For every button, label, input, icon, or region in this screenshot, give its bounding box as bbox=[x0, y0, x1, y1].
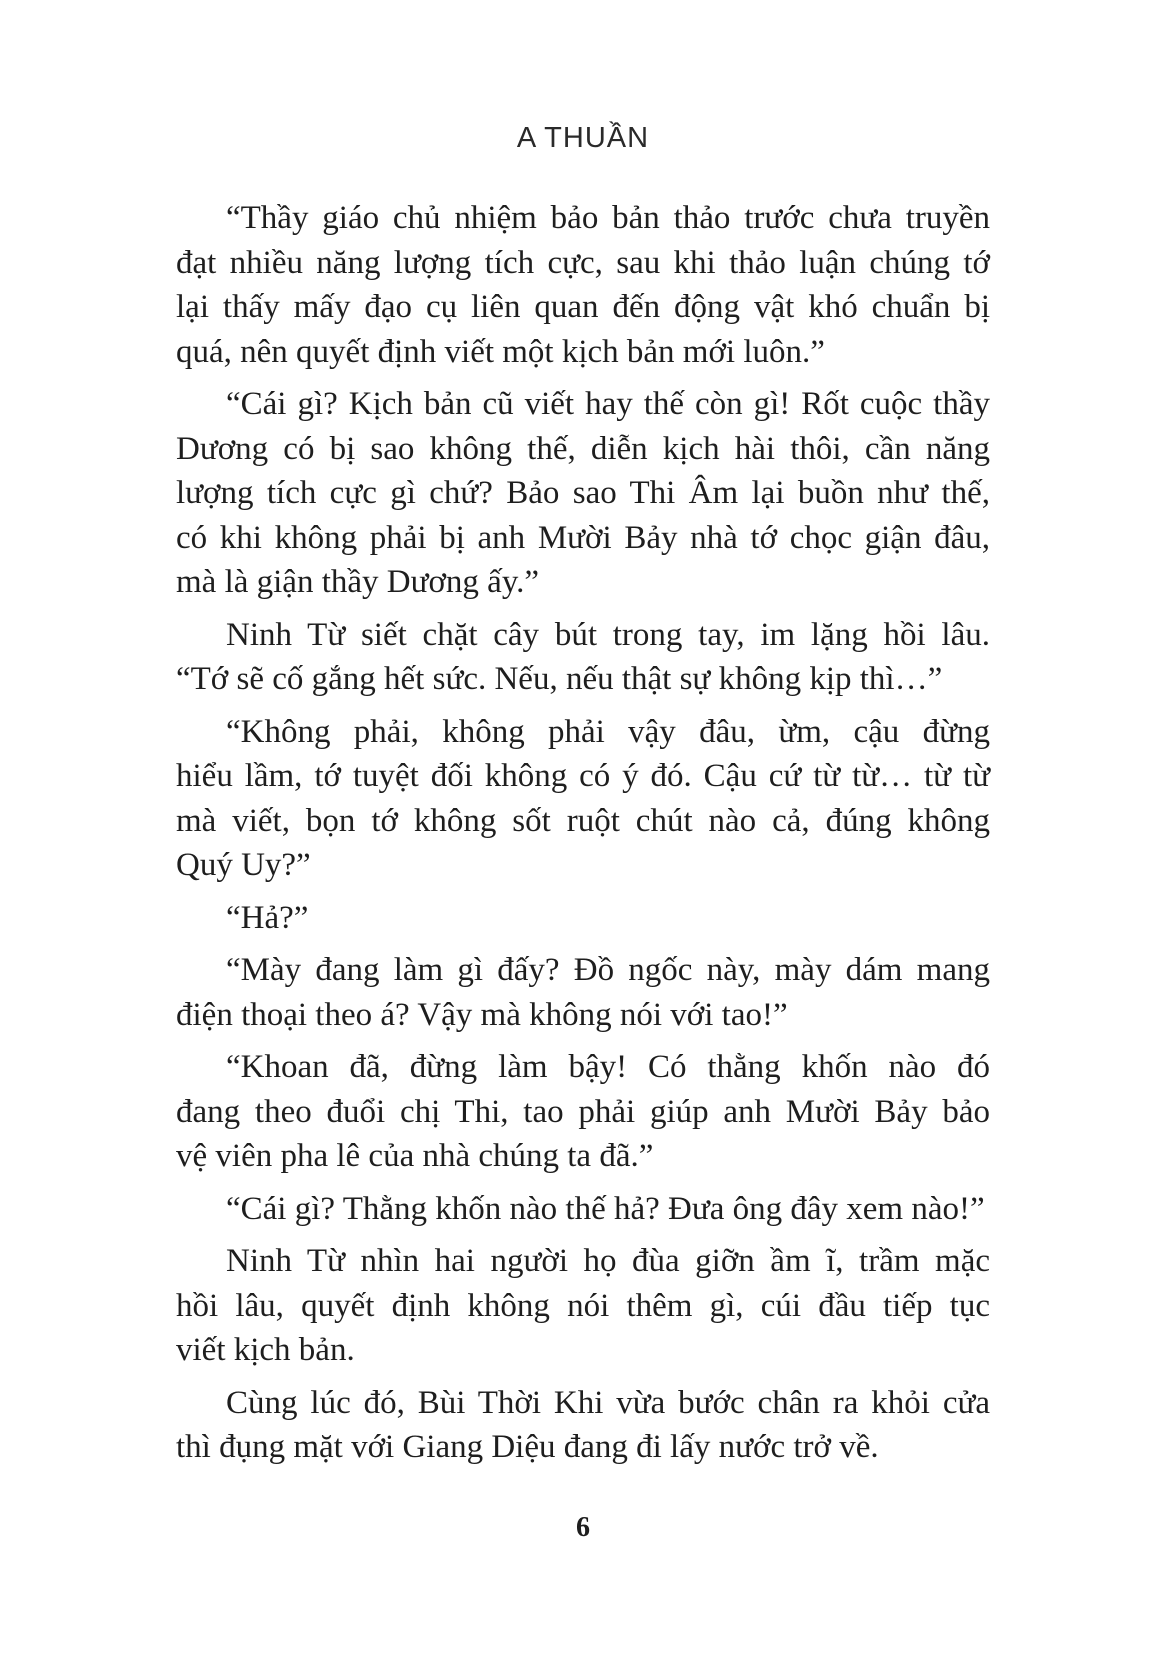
paragraph bbox=[176, 896, 990, 941]
text-line: lượng tích cực gì chứ? Bảo sao Thi Âm lại buồn như thế, bbox=[176, 475, 990, 511]
text-line: thì đụng mặt với Giang Diệu đang đi lấy nước trở về. bbox=[176, 1429, 879, 1465]
text-line: có khi không phải bị anh Mười Bảy nhà tớ chọc giận đâu, bbox=[176, 519, 990, 556]
text-line: Cùng lúc đó, Bùi Thời Khi vừa bước chân ra khỏi cửa bbox=[226, 1384, 990, 1421]
text-line: “Mày đang làm gì đấy? Đồ ngốc này, mày dám mang bbox=[226, 952, 990, 988]
text-line: hồi lâu, quyết định không nói thêm gì, cúi đầu tiếp tục bbox=[176, 1287, 990, 1324]
text-line: Quý Uy?” bbox=[176, 847, 311, 883]
text-line: vệ viên pha lê của nhà chúng ta đã.” bbox=[176, 1138, 654, 1174]
text-line: Ninh Từ nhìn hai người họ đùa giỡn ầm ĩ, trầm mặc bbox=[226, 1243, 990, 1279]
text-line: “Khoan đã, đừng làm bậy! Có thằng khốn nào đó bbox=[226, 1049, 990, 1085]
paragraph bbox=[176, 710, 990, 888]
text-line: Dương có bị sao không thế, diễn kịch hài thôi, cần năng bbox=[176, 430, 990, 467]
text-line: “Tớ sẽ cố gắng hết sức. Nếu, nếu thật sự không kịp thì…” bbox=[176, 661, 943, 697]
text-line: viết kịch bản. bbox=[176, 1332, 355, 1368]
paragraph bbox=[176, 948, 990, 1037]
text-line: lại thấy mấy đạo cụ liên quan đến động vật khó chuẩn bị bbox=[176, 289, 990, 325]
paragraph bbox=[176, 1239, 990, 1373]
paragraph bbox=[176, 382, 990, 605]
running-header: A THUẦN bbox=[516, 122, 650, 154]
text-line: quá, nên quyết định viết một kịch bản mới luôn.” bbox=[176, 333, 825, 370]
text-line: “Cái gì? Thằng khốn nào thế hả? Đưa ông đây xem nào!” bbox=[226, 1190, 985, 1227]
text-line: hiểu lầm, tớ tuyệt đối không có ý đó. Cậu cứ từ từ… từ từ bbox=[176, 758, 990, 794]
text-line: “Thầy giáo chủ nhiệm bảo bản thảo trước chưa truyền bbox=[226, 200, 990, 236]
paragraph bbox=[176, 1187, 990, 1232]
text-line: “Không phải, không phải vậy đâu, ừm, cậu đừng bbox=[226, 713, 990, 750]
paragraph bbox=[176, 1381, 990, 1470]
text-line: đang theo đuổi chị Thi, tao phải giúp anh Mười Bảy bảo bbox=[176, 1093, 990, 1130]
text-line: mà viết, bọn tớ không sốt ruột chút nào cả, đúng không bbox=[176, 802, 990, 839]
text-line: điện thoại theo á? Vậy mà không nói với tao!” bbox=[176, 996, 788, 1033]
paragraph bbox=[176, 613, 990, 702]
text-line: “Hả?” bbox=[226, 899, 309, 936]
text-line: đạt nhiều năng lượng tích cực, sau khi thảo luận chúng tớ bbox=[176, 244, 990, 281]
text-line: mà là giận thầy Dương ấy.” bbox=[176, 564, 540, 600]
body-text bbox=[176, 196, 990, 1478]
text-line: “Cái gì? Kịch bản cũ viết hay thế còn gì! Rốt cuộc thầy bbox=[226, 386, 990, 422]
paragraph bbox=[176, 1045, 990, 1179]
page-number: 6 bbox=[576, 1512, 590, 1543]
text-line: Ninh Từ siết chặt cây bút trong tay, im lặng hồi lâu. bbox=[226, 616, 990, 653]
paragraph bbox=[176, 196, 990, 374]
